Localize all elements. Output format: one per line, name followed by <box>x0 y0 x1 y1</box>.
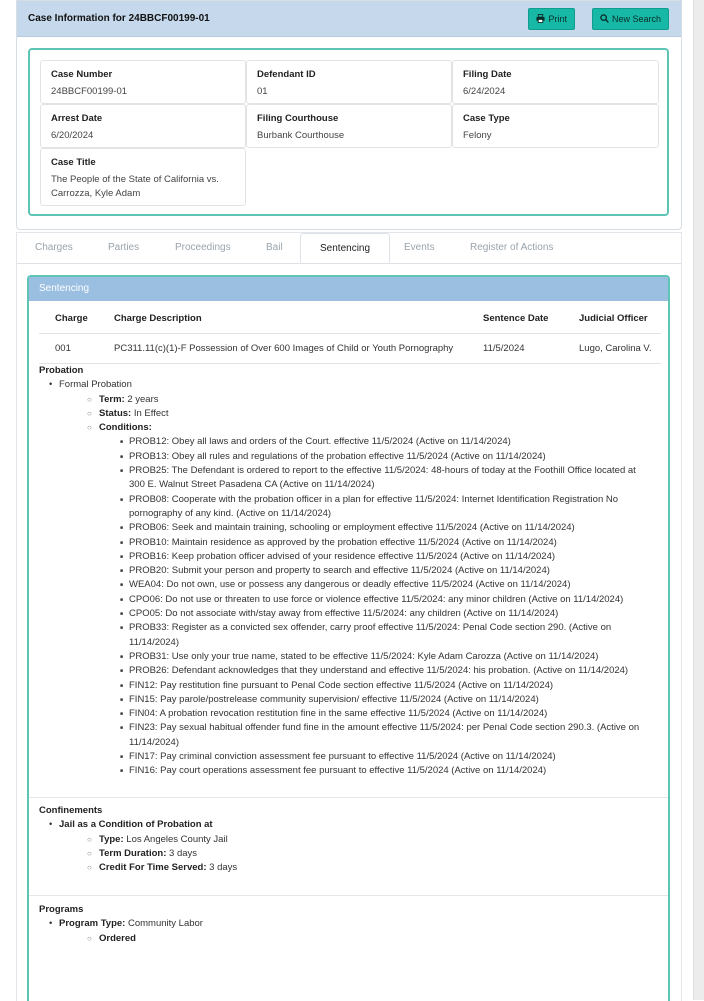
tab-sentencing[interactable]: Sentencing <box>300 233 390 263</box>
col-judicial-officer: Judicial Officer <box>578 303 661 334</box>
list-item: ■ CPO06: Do not use or threaten to use force or violence effective 11/5/2024: any minor children (Active on 11/14/2024) <box>39 593 669 607</box>
probation-type: • Formal Probation <box>39 378 669 392</box>
program-type: • Program Type: Community Labor <box>39 917 669 931</box>
new-search-button[interactable] <box>592 8 669 30</box>
tab-events[interactable]: Events <box>404 242 435 253</box>
list-item: ■ FIN16: Pay court operations assessment fee pursuant to effective 11/5/2024 (Active on 11/14/2024) <box>39 764 669 778</box>
term-label: Term: <box>99 393 125 405</box>
confinement-credit: ○ Credit For Time Served: 3 days <box>39 861 669 875</box>
charge-cell: 001 <box>39 334 113 364</box>
list-item: ■ CPO05: Do not associate with/stay away from effective 11/5/2024: any children (Active on 11/14/2024) <box>39 607 669 621</box>
defendant-id-value: 01 <box>257 86 268 97</box>
confinements-title: Confinements <box>39 805 103 816</box>
list-item: ■ WEA04: Do not own, use or possess any dangerous or deadly effective 11/5/2024 (Active on 11/14/2024) <box>39 578 669 592</box>
program-ordered: ○ Ordered <box>39 932 669 946</box>
print-label: Print <box>548 13 567 24</box>
sentencing-panel <box>27 275 670 1001</box>
panel-header <box>17 1 681 37</box>
section-divider <box>29 797 668 798</box>
tab-proceedings[interactable]: Proceedings <box>175 242 231 253</box>
filing-courthouse-label: Filing Courthouse <box>257 113 339 124</box>
sentencing-heading: Sentencing <box>29 277 668 301</box>
section-divider <box>29 895 668 896</box>
arrest-date-label: Arrest Date <box>51 113 103 124</box>
status-label: Status: <box>99 407 132 419</box>
probation-term <box>39 393 669 407</box>
case-info-panel <box>16 0 682 230</box>
list-item: ■ PROB16: Keep probation officer advised of your residence effective 11/5/2024 (Active on 11/14/2024) <box>39 550 669 564</box>
term-value: 2 years <box>127 393 159 405</box>
tab-parties[interactable]: Parties <box>108 242 140 253</box>
probation-conditions <box>39 421 669 435</box>
table-row <box>39 334 661 364</box>
judicial-officer-cell: Lugo, Carolina V. <box>578 334 661 364</box>
confinement-type: ○ Type: Los Angeles County Jail <box>39 833 669 847</box>
list-item: ■ PROB06: Seek and maintain training, schooling or employment effective 11/5/2024 (Active on 11/14/2024) <box>39 521 669 535</box>
list-item: ■ PROB12: Obey all laws and orders of the Court. effective 11/5/2024 (Active on 11/14/2024) <box>39 435 669 449</box>
case-type-field <box>452 104 659 148</box>
charge-description-cell: PC311.11(c)(1)-F Possession of Over 600 Images of Child or Youth Pornography <box>113 334 482 364</box>
case-tabs-container <box>16 232 682 1001</box>
arrest-date-field <box>40 104 246 148</box>
confinements-section <box>39 804 669 875</box>
case-title-value-line1: The People of the State of California vs. <box>51 174 219 185</box>
conditions-label: Conditions: <box>99 422 152 434</box>
tab-register-of-actions[interactable]: Register of Actions <box>470 242 554 253</box>
list-item: ■ FIN17: Pay criminal conviction assessment fee pursuant to effective 11/5/2024 (Active on 11/14/2024) <box>39 750 669 764</box>
scrollbar-track[interactable] <box>693 0 704 1000</box>
filing-date-label: Filing Date <box>463 69 512 80</box>
programs-title: Programs <box>39 904 84 915</box>
arrest-date-value: 6/20/2024 <box>51 130 94 141</box>
case-title-field <box>40 148 246 206</box>
programs-section <box>39 903 669 946</box>
case-number-value: 24BBCF00199-01 <box>51 86 128 97</box>
sentence-date-cell: 11/5/2024 <box>482 334 578 364</box>
search-icon <box>600 14 609 23</box>
col-charge-description: Charge Description <box>113 303 482 334</box>
probation-status <box>39 407 669 421</box>
case-number-field <box>40 60 246 104</box>
conditions-list <box>39 435 669 778</box>
printer-icon <box>536 14 545 23</box>
case-details <box>28 48 669 216</box>
list-item: ■ FIN15: Pay parole/postrelease community supervision/ effective 11/5/2024 (Active on 11/14/2024) <box>39 693 669 707</box>
filing-courthouse-value: Burbank Courthouse <box>257 130 345 141</box>
defendant-id-field <box>246 60 452 104</box>
filing-date-value: 6/24/2024 <box>463 86 506 97</box>
col-charge: Charge <box>39 303 113 334</box>
case-number-label: Case Number <box>51 69 113 80</box>
tab-charges[interactable]: Charges <box>35 242 73 253</box>
print-button[interactable] <box>528 8 575 30</box>
confinement-term: ○ Term Duration: 3 days <box>39 847 669 861</box>
list-item: ■ PROB25: The Defendant is ordered to report to the effective 11/5/2024: 48-hours of today at the Foothill Office located at 300 E. Walnut Street Pasadena CA (Active on 11/14/2024) <box>39 464 669 493</box>
case-type-label: Case Type <box>463 113 510 124</box>
filing-courthouse-field <box>246 104 452 148</box>
probation-section <box>39 364 669 779</box>
list-item: ■ FIN12: Pay restitution fine pursuant to Penal Code section effective 11/5/2024 (Active on 11/14/2024) <box>39 679 669 693</box>
case-type-value: Felony <box>463 130 492 141</box>
list-item: ■ PROB33: Register as a convicted sex offender, carry proof effective 11/5/2024: Penal Code section 290. (Active on 11/14/2024) <box>39 621 669 650</box>
new-search-label: New Search <box>611 13 661 24</box>
table-header-row <box>39 303 661 334</box>
page-title: Case Information for 24BBCF00199-01 <box>28 13 210 24</box>
list-item: ■ PROB13: Obey all rules and regulations of the probation effective 11/5/2024 (Active on 11/14/2024) <box>39 450 669 464</box>
list-item: ■ PROB31: Use only your true name, stated to be effective 11/5/2024: Kyle Adam Carozza (Active on 11/14/2024) <box>39 650 669 664</box>
col-sentence-date: Sentence Date <box>482 303 578 334</box>
sentencing-table <box>39 303 661 364</box>
list-item: ■ FIN23: Pay sexual habitual offender fund fine in the amount effective 11/5/2024: per Penal Code section 290.3. (Active on 11/14/2024) <box>39 721 669 750</box>
tab-bail[interactable]: Bail <box>266 242 283 253</box>
status-value: In Effect <box>133 407 169 419</box>
list-item: ■ PROB26: Defendant acknowledges that they understand and effective 11/5/2024: his probation. (Active on 11/14/2024) <box>39 664 669 678</box>
list-item: ■ PROB20: Submit your person and property to search and effective 11/5/2024 (Active on 11/14/2024) <box>39 564 669 578</box>
filing-date-field <box>452 60 659 104</box>
case-title-value-line2: Carrozza, Kyle Adam <box>51 188 141 199</box>
tab-bar <box>17 233 681 264</box>
defendant-id-label: Defendant ID <box>257 69 316 80</box>
list-item: ■ FIN04: A probation revocation restitution fine in the same effective 11/5/2024 (Active on 11/14/2024) <box>39 707 669 721</box>
list-item: ■ PROB08: Cooperate with the probation officer in a plan for effective 11/5/2024: Internet Identification Registration No pornography of any kind. (Active on 11/14/2024) <box>39 493 669 522</box>
confinement-item: • Jail as a Condition of Probation at <box>39 818 669 832</box>
list-item: ■ PROB10: Maintain residence as approved by the probation effective 11/5/2024 (Active on 11/14/2024) <box>39 536 669 550</box>
probation-title: Probation <box>39 365 84 376</box>
case-title-label: Case Title <box>51 157 96 168</box>
